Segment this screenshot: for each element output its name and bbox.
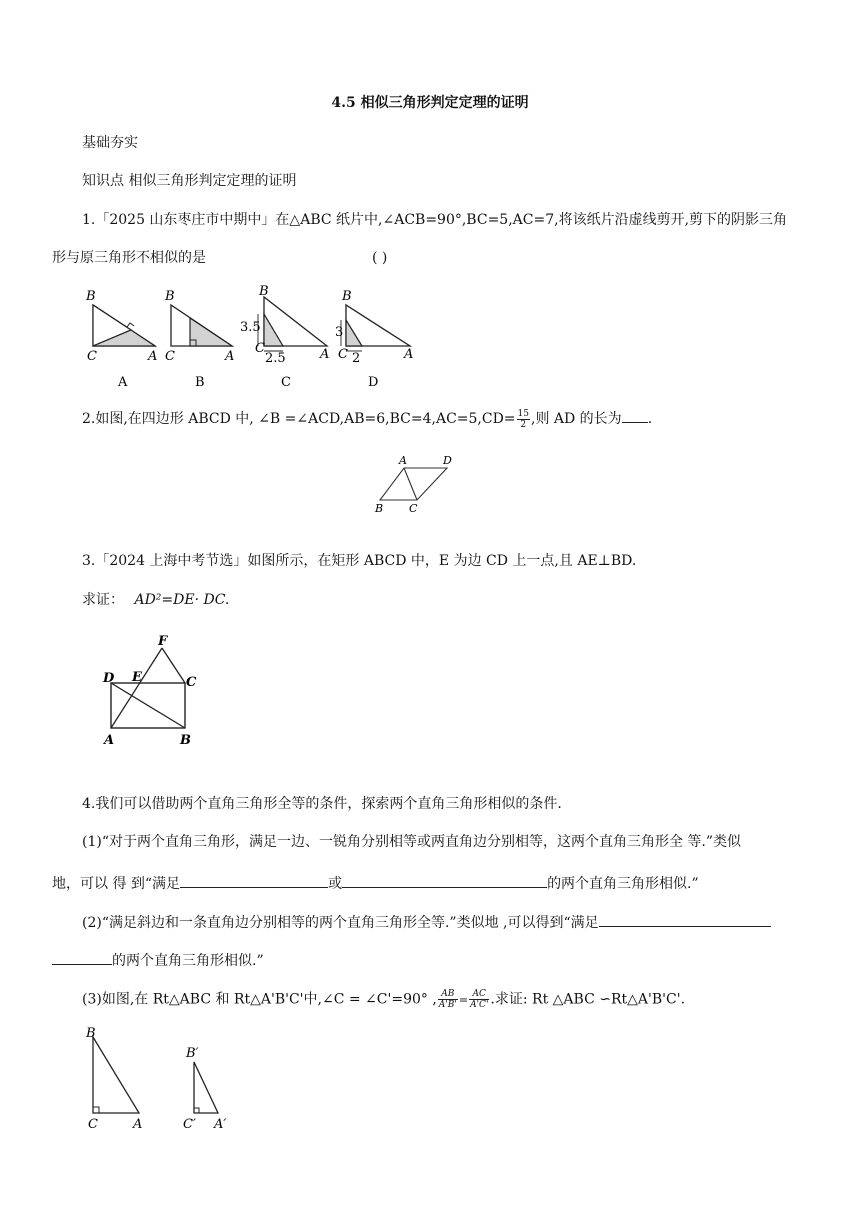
q4-part3-suffix: .求证: Rt △ABC ∽Rt△A'B'C'. [490, 991, 686, 1008]
q3-proof [82, 591, 229, 609]
q4-part3-frac1 [438, 989, 458, 1010]
q2-fraction [517, 409, 530, 430]
q3-label-a: A [104, 733, 115, 748]
q1-answer-bracket: ( ) [372, 250, 388, 266]
q4-part1-or: 或 [328, 876, 343, 892]
q1d-label-b: B [342, 289, 352, 304]
q1a-label-a: A [148, 349, 158, 364]
q4-label-a-prime: A′ [214, 1117, 227, 1132]
q3-label-b: B [180, 733, 191, 748]
q1d-side-label: 3 [335, 325, 344, 340]
q2-suffix: ,则 AD 的长为 [531, 411, 622, 427]
q1-figure-b [164, 289, 234, 390]
q3-label-d: D [103, 671, 115, 686]
q4-part1-blank-1[interactable] [180, 873, 328, 888]
q4-part3-prefix: (3)如图,在 Rt△ABC 和 Rt△A'B'C'中,∠C = ∠C'=90° , [82, 991, 437, 1008]
q2-frac-den: 2 [520, 419, 527, 430]
knowledge-point: 知识点 相似三角形判定定理的证明 [82, 173, 297, 189]
q1b-label-a: A [225, 349, 235, 364]
section-heading: 基础夯实 [82, 135, 138, 151]
q1c-base-label: 2.5 [265, 351, 286, 366]
q2-stem [82, 408, 652, 430]
q1c-caption: C [281, 375, 291, 390]
q4-label-c: C [88, 1117, 98, 1132]
q1-line1: 1.「2025 山东枣庄市中期中」在△ABC 纸片中,∠ACB=90°,BC=5,AC=7,将该纸片沿虚线剪开,剪下的阴影三角 [82, 212, 788, 228]
q1-line2: 形与原三角形不相似的是 [52, 250, 206, 266]
q1a-label-b: B [86, 289, 96, 304]
q4-part1-end: 的两个直角三角形相似.” [547, 876, 699, 892]
q4-part2-line2 [52, 950, 264, 970]
q3-figure [102, 634, 197, 748]
q2-answer-blank[interactable] [622, 408, 648, 423]
q1c-label-c: C [255, 341, 265, 356]
q1b-label-b: B [165, 289, 175, 304]
q4-frac1-den: A'B' [438, 1000, 457, 1010]
page-title: 4.5 相似三角形判定定理的证明 [331, 95, 529, 111]
q4-part3 [82, 989, 685, 1010]
q1d-label-a: A [404, 347, 414, 362]
q4-frac1-num: AB [438, 989, 458, 1000]
q4-intro: 4.我们可以借助两个直角三角形全等的条件，探索两个直角三角形相似的条件. [82, 796, 562, 812]
q2-label-c: C [409, 502, 418, 515]
q1d-base-label: 2 [352, 351, 361, 366]
q1b-label-c: C [165, 349, 175, 364]
q4-part1-line2 [52, 873, 699, 893]
q4-figure [85, 1026, 226, 1132]
q3-proof-expr: AD²=DE· DC. [134, 592, 230, 608]
q1d-label-c: C [338, 347, 348, 362]
q4-label-c-prime: C′ [183, 1117, 196, 1132]
q1-figure-c [240, 284, 329, 390]
q3-label-e: E [132, 670, 142, 685]
q3-label-f: F [158, 634, 168, 649]
q4-frac2-num: AC [469, 989, 489, 1000]
q1a-caption: A [118, 375, 128, 390]
q1c-side-label: 3.5 [240, 320, 261, 335]
q3-stem: 3.「2024 上海中考节选」如图所示，在矩形 ABCD 中，E 为边 CD 上一点,且 AE⊥BD. [82, 553, 637, 569]
q4-part2-blank-1[interactable] [599, 912, 771, 927]
q3-label-c: C [186, 675, 197, 690]
q2-prefix: 2.如图,在四边形 ABCD 中, ∠B =∠ACD,AB=6,BC=4,AC=5,CD= [82, 411, 516, 427]
q4-part2-line1 [82, 912, 771, 932]
q1-figure-a [85, 289, 157, 390]
q1a-label-c: C [87, 349, 97, 364]
q4-part2-lead: (2)“满足斜边和一条直角边分别相等的两个直角三角形全等.”类似地 ,可以得到“满足 [82, 915, 599, 931]
q2-figure [374, 454, 452, 515]
q1d-caption: D [368, 375, 379, 390]
q4-part2-end: 的两个直角三角形相似.” [112, 953, 264, 969]
q4-label-a: A [133, 1117, 143, 1132]
q3-proof-label: 求证： [82, 592, 124, 608]
q4-part2-blank-2[interactable] [52, 950, 112, 965]
q2-label-d: D [443, 454, 452, 467]
q4-part3-eq: = [458, 993, 469, 1007]
q1c-label-a: A [320, 347, 330, 362]
q4-label-b: B [86, 1026, 96, 1041]
q4-part1-blank-2[interactable] [342, 873, 547, 888]
q1b-caption: B [195, 375, 205, 390]
q4-label-b-prime: B′ [186, 1046, 199, 1061]
q4-part1-line1: (1)“对于两个直角三角形，满足一边、一锐角分别相等或两直角边分别相等，这两个直角三角形全 等.”类似 [82, 834, 742, 850]
q4-part1-lead: 地，可以 得 到“满足 [52, 876, 181, 892]
q1-figure-d [335, 289, 413, 390]
q2-frac-num: 15 [517, 408, 529, 419]
q2-end: . [647, 411, 653, 427]
q4-part3-frac2 [469, 989, 489, 1010]
q2-label-a: A [399, 454, 407, 467]
q1c-label-b: B [259, 284, 269, 299]
q2-label-b: B [375, 502, 384, 515]
q4-frac2-den: A'C' [470, 1000, 489, 1010]
